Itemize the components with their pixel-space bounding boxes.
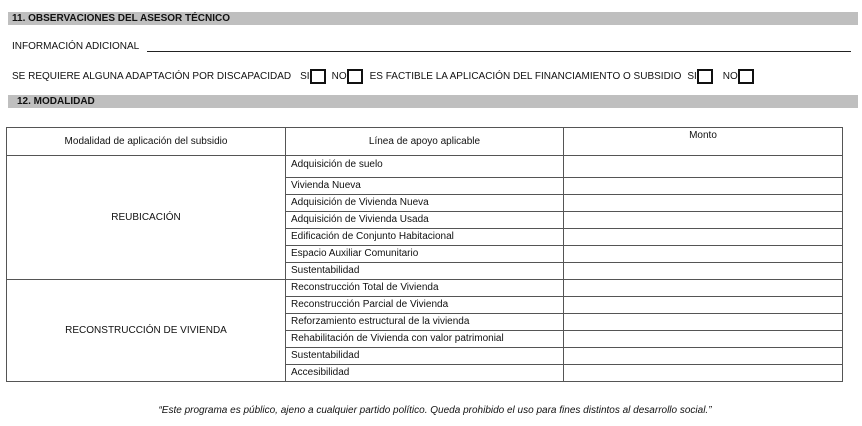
linea-apoyo-cell: Adquisición de Vivienda Usada	[286, 212, 564, 229]
monto-input-cell[interactable]	[564, 156, 843, 178]
linea-apoyo-cell: Vivienda Nueva	[286, 178, 564, 195]
linea-apoyo-cell: Reconstrucción Parcial de Vivienda	[286, 297, 564, 314]
table-row	[7, 280, 843, 297]
additional-info-label: INFORMACIÓN ADICIONAL	[12, 41, 140, 52]
adaptation-no-label: NO	[331, 70, 347, 82]
linea-apoyo-cell: Sustentabilidad	[286, 348, 564, 365]
feasibility-question: ES FACTIBLE LA APLICACIÓN DEL FINANCIAMIENTO O SUBSIDIO	[369, 70, 682, 82]
additional-info-field[interactable]	[147, 51, 851, 52]
additional-info-row	[12, 41, 139, 53]
monto-input-cell[interactable]	[564, 280, 843, 297]
monto-input-cell[interactable]	[564, 263, 843, 280]
modalidad-table	[6, 127, 843, 382]
modalidad-cell: REUBICACIÓN	[7, 156, 286, 280]
monto-input-cell[interactable]	[564, 348, 843, 365]
section-11-header: 11. OBSERVACIONES DEL ASESOR TÉCNICO	[8, 12, 858, 25]
section-12-header: 12. MODALIDAD	[8, 95, 858, 108]
table-body	[7, 156, 843, 382]
header-modalidad: Modalidad de aplicación del subsidio	[7, 128, 286, 156]
monto-input-cell[interactable]	[564, 297, 843, 314]
monto-input-cell[interactable]	[564, 212, 843, 229]
adaptation-question: SE REQUIERE ALGUNA ADAPTACIÓN POR DISCAPACIDAD	[12, 70, 292, 82]
header-linea: Línea de apoyo aplicable	[286, 128, 564, 156]
adaptation-yes-label: SI	[300, 70, 310, 82]
linea-apoyo-cell: Adquisición de Vivienda Nueva	[286, 195, 564, 212]
feasibility-yes-checkbox[interactable]	[697, 69, 713, 84]
feasibility-no-checkbox[interactable]	[738, 69, 754, 84]
feasibility-yes-label: SI	[687, 70, 697, 82]
monto-input-cell[interactable]	[564, 229, 843, 246]
feasibility-no-label: NO	[722, 70, 738, 82]
footer-disclaimer: “Este programa es público, ajeno a cualquier partido político. Queda prohibido el uso para fines distintos al desarrollo social.”	[158, 405, 712, 416]
table-header-row	[7, 128, 843, 156]
monto-input-cell[interactable]	[564, 178, 843, 195]
linea-apoyo-cell: Espacio Auxiliar Comunitario	[286, 246, 564, 263]
linea-apoyo-cell: Rehabilitación de Vivienda con valor patrimonial	[286, 331, 564, 348]
monto-input-cell[interactable]	[564, 365, 843, 382]
table-row	[7, 156, 843, 178]
monto-input-cell[interactable]	[564, 195, 843, 212]
linea-apoyo-cell: Accesibilidad	[286, 365, 564, 382]
monto-input-cell[interactable]	[564, 246, 843, 263]
linea-apoyo-cell: Adquisición de suelo	[286, 156, 564, 178]
header-monto: Monto	[564, 128, 843, 156]
linea-apoyo-cell: Sustentabilidad	[286, 263, 564, 280]
monto-input-cell[interactable]	[564, 314, 843, 331]
monto-input-cell[interactable]	[564, 331, 843, 348]
linea-apoyo-cell: Reconstrucción Total de Vivienda	[286, 280, 564, 297]
modalidad-cell: RECONSTRUCCIÓN DE VIVIENDA	[7, 280, 286, 382]
adaptation-yes-checkbox[interactable]	[310, 69, 326, 84]
questions-row	[12, 69, 754, 84]
linea-apoyo-cell: Edificación de Conjunto Habitacional	[286, 229, 564, 246]
adaptation-no-checkbox[interactable]	[347, 69, 363, 84]
linea-apoyo-cell: Reforzamiento estructural de la vivienda	[286, 314, 564, 331]
